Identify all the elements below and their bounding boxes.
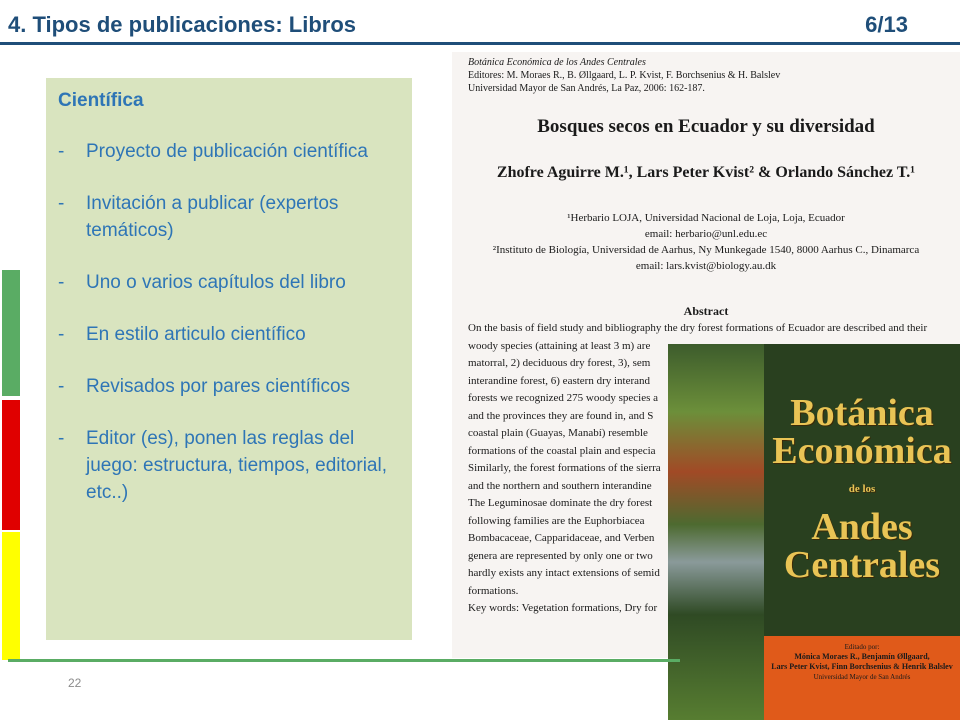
abstract-line: interandine forest, 6) eastern dry interand xyxy=(468,374,651,387)
abstract-line: matorral, 2) deciduous dry forest, 3), sem xyxy=(468,357,651,369)
bullet-item xyxy=(58,425,398,506)
article-authors: Zhofre Aguirre M.¹, Lars Peter Kvist² & Orlando Sánchez T.¹ xyxy=(496,164,916,181)
bullet-item xyxy=(58,321,398,348)
bullet-text: Editor (es), ponen las reglas del juego: estructura, tiempos, editorial, etc..) xyxy=(86,428,387,503)
bullet-text: Revisados por pares científicos xyxy=(86,376,351,397)
slide-number: 22 xyxy=(68,676,82,690)
bullet-dash: - xyxy=(58,324,65,345)
abstract-line: Similarly, the forest formations of the sierra xyxy=(468,462,661,474)
slide-title: 4. Tipos de publicaciones: Libros xyxy=(8,12,356,37)
affiliation-1: ¹Herbario LOJA, Universidad Nacional de Loja, Loja, Ecuador xyxy=(567,212,845,224)
bullet-item xyxy=(58,190,398,244)
green-side-bar xyxy=(2,270,20,396)
abstract-line: and the provinces they are found in, and S xyxy=(468,409,654,422)
abstract-line: and the northern and southern interandine xyxy=(468,479,652,492)
abstract-line: Bombacaceae, Capparidaceae, and Verben xyxy=(468,532,655,544)
book-cover-image xyxy=(668,344,960,720)
bullet-dash: - xyxy=(58,428,65,449)
page-indicator: 6/13 xyxy=(865,12,908,37)
abstract-line: formations. xyxy=(468,584,519,597)
cover-title-line: Botánica xyxy=(790,392,934,434)
bullet-item xyxy=(58,373,398,400)
cover-editors: Mónica Moraes R., Benjamín Øllgaard, xyxy=(794,652,930,661)
abstract-line: genera are represented by only one or two xyxy=(468,549,653,562)
journal-publisher: Universidad Mayor de San Andrés, La Paz, 2006: 162-187. xyxy=(468,83,705,94)
textbox-heading: Científica xyxy=(58,90,144,111)
journal-editors: Editores: M. Moraes R., B. Øllgaard, L. P. Kvist, F. Borchsenius & H. Balslev xyxy=(468,70,781,81)
bottom-rule xyxy=(8,659,680,662)
abstract-line: woody species (attaining at least 3 m) are xyxy=(468,339,651,352)
red-side-bar xyxy=(2,400,20,530)
abstract-line: On the basis of field study and bibliography the dry forest formations of Ecuador are described and their xyxy=(468,322,928,334)
abstract-line: hardly exists any intact extensions of semid xyxy=(468,567,660,579)
abstract-line: forests we recognized 275 woody species a xyxy=(468,392,658,404)
title-underline xyxy=(0,42,960,45)
bullet-text: En estilo articulo científico xyxy=(86,324,306,345)
cover-editors-band xyxy=(764,636,960,720)
email-2: email: lars.kvist@biology.au.dk xyxy=(635,260,777,272)
article-journal-header xyxy=(468,56,780,95)
bullet-item xyxy=(58,138,398,165)
abstract-line: coastal plain (Guayas, Manabí) resemble xyxy=(468,427,648,439)
bullet-item xyxy=(58,269,398,296)
bullet-dash: - xyxy=(58,141,65,162)
bullet-text: Invitación a publicar (expertos temáticos) xyxy=(86,193,339,241)
affiliation-2: ²Instituto de Biología, Universidad de Aarhus, Ny Munkegade 1540, 8000 Aarhus C., Dinamarca xyxy=(492,244,920,256)
bullet-dash: - xyxy=(58,272,65,293)
journal-title: Botánica Económica de los Andes Centrales xyxy=(468,57,646,68)
scientific-book-textbox xyxy=(46,78,412,640)
email-1: email: herbario@unl.edu.ec xyxy=(644,228,768,240)
cover-photo-strip xyxy=(668,344,764,720)
bullet-text: Proyecto de publicación científica xyxy=(86,141,368,162)
bullet-dash: - xyxy=(58,376,65,397)
abstract-line: The Leguminosae dominate the dry forest xyxy=(468,497,653,509)
bullet-text: Uno o varios capítulos del libro xyxy=(86,272,346,293)
abstract-line: Key words: Vegetation formations, Dry for xyxy=(468,602,658,614)
article-title: Bosques secos en Ecuador y su diversidad xyxy=(537,116,875,137)
cover-title-line: Económica xyxy=(772,430,952,472)
cover-title-line: Andes Centrales xyxy=(783,506,941,586)
cover-edited-by: Editado por: xyxy=(844,643,880,651)
yellow-side-bar xyxy=(2,532,20,660)
bullet-dash: - xyxy=(58,193,65,214)
article-affiliations xyxy=(452,210,960,274)
abstract-heading: Abstract xyxy=(683,304,729,318)
cover-title xyxy=(764,394,960,584)
abstract-line: following families are the Euphorbiacea xyxy=(468,514,645,527)
cover-title-small: de los xyxy=(848,483,876,495)
abstract-line: formations of the coastal plain and especia xyxy=(468,444,656,457)
cover-editors: Lars Peter Kvist, Finn Borchsenius & Henrik Balslev xyxy=(771,662,953,671)
cover-publisher: Universidad Mayor de San Andrés xyxy=(813,673,911,681)
